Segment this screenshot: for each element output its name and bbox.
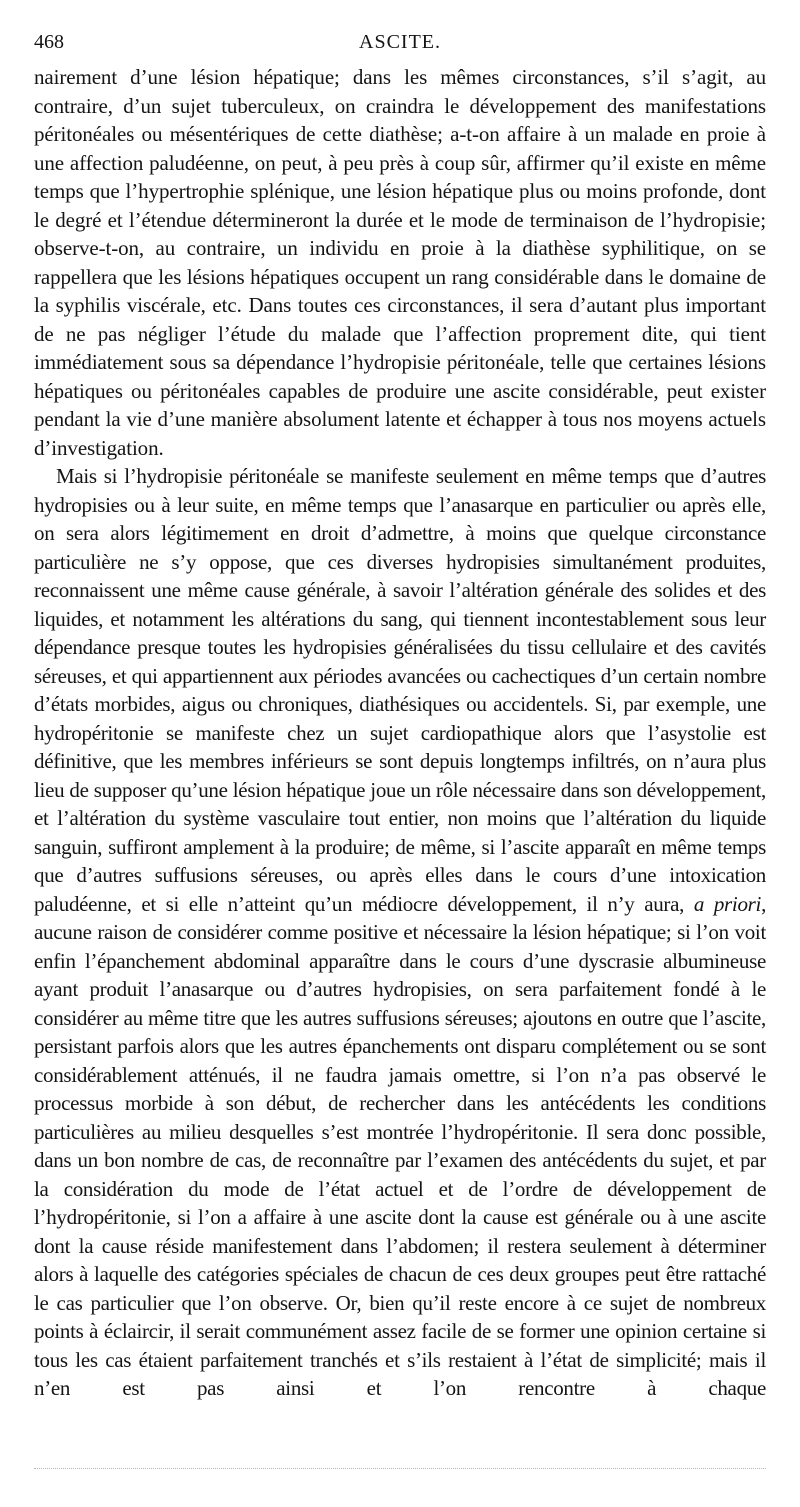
paragraph-text-part: , aucune raison de considérer comme positive et nécessaire la lésion hépatique; si l’on voit enfin l’épanchement abdominal apparaître dans le cours d’une dyscrasie albumineuse ayant produit l’anasarque ou d’autres hydropisies, on sera parfaitement fondé à le considérer au même titre que les autres suffusions séreuses; ajoutons en outre que l’ascite, persistant parfois alors que les autres épanchements ont disparu complétement ou se sont considérablement atténués, il ne faudra jamais omettre, si l’on n’a pas observé le processus morbide à son début, de rechercher dans les antécédents les conditions particulières au milieu desquelles s’est montrée l’hydropéritonie. Il sera donc possible, dans un bon nombre de cas, de reconnaître par l’examen des antécédents du sujet, et par la considération du mode de l’état actuel et de l’ordre de développement de l’hydropéritonie, si l’on a affaire à une ascite dont la cause est générale ou à une ascite dont la cause réside manifestement dans l’abdomen; il restera seulement à déterminer alors à laquelle des catégories spéciales de chacun de ces deux groupes peut être rattaché le cas particulier que l’on observe. Or, bien qu’il reste encore à ce sujet de nombreux points à éclaircir, il serait communément assez facile de se former une opinion certaine si tous les cas étaient parfaitement tranchés et s’ils restaient à l’état de simplicité; mais il n’en est pas ainsi et l’on rencontre à chaque — [34, 891, 767, 1400]
italic-phrase: a priori — [693, 891, 762, 916]
running-head — [34, 28, 766, 56]
body-text — [34, 63, 766, 1403]
paragraph-ascite-generale — [34, 462, 766, 1403]
page-number: 468 — [34, 31, 64, 53]
running-title: ASCITE. — [359, 31, 441, 53]
footer-dotted-rule — [34, 1468, 766, 1469]
paragraph-continued: nairement d’une lésion hépatique; dans les mêmes circonstances, s’il s’agit, au contraire, d’un sujet tuberculeux, on craindra le développement des manifestations péritonéales ou mésentériques de cette diathèse; a-t-on affaire à un malade en proie à une affection paludéenne, on peut, à peu près à coup sûr, affirmer qu’il existe en même temps que l’hypertrophie splénique, une lésion hépatique plus ou moins profonde, dont le degré et l’étendue détermineront la durée et le mode de terminaison de l’hydropisie; observe-t-on, au contraire, un individu en proie à la diathèse syphilitique, on se rappellera que les lésions hépatiques occupent un rang considérable dans le domaine de la syphilis viscérale, etc. Dans toutes ces circonstances, il sera d’autant plus important de ne pas négliger l’étude du malade que l’affection proprement dite, qui tient immédiatement sous sa dépendance l’hydropisie péritonéale, telle que certaines lésions hépatiques ou péritonéales capables de produire une ascite considérable, peut exister pendant la vie d’une manière absolument latente et échapper à tous nos moyens actuels d’investigation. — [34, 65, 766, 460]
paragraph-text-part: Mais si l’hydropisie péritonéale se manifeste seulement en même temps que d’autres hydropisies ou à leur suite, en même temps que l’anasarque en particulier ou après elle, on sera alors légitimement en droit d’admettre, à moins que quelque circonstance particulière ne s’y oppose, que ces diverses hydropisies simultanément produites, reconnaissent une même cause générale, à savoir l’altération générale des solides et des liquides, et notamment les altérations du sang, qui tiennent incontestablement sous leur dépendance presque toutes les hydropisies généralisées du tissu cellulaire et des cavités séreuses, et qui appartiennent aux périodes avancées ou cachectiques d’un certain nombre d’états morbides, aigus ou chroniques, diathésiques ou accidentels. Si, par exemple, une hydropéritonie se manifeste chez un sujet cardiopathique alors que l’asystolie est définitive, que les membres inférieurs se sont depuis longtemps infiltrés, on n’aura plus lieu de supposer qu’une lésion hépatique joue un rôle nécessaire dans son développement, et l’altération du système vasculaire tout entier, non moins que l’altération du liquide sanguin, suffiront amplement à la produire; de même, si l’ascite apparaît en même temps que d’autres suffusions séreuses, ou après elles dans le cours d’une intoxication paludéenne, et si elle n’atteint qu’un médiocre développement, il n’y aura, — [34, 464, 766, 916]
book-page — [34, 28, 766, 1403]
